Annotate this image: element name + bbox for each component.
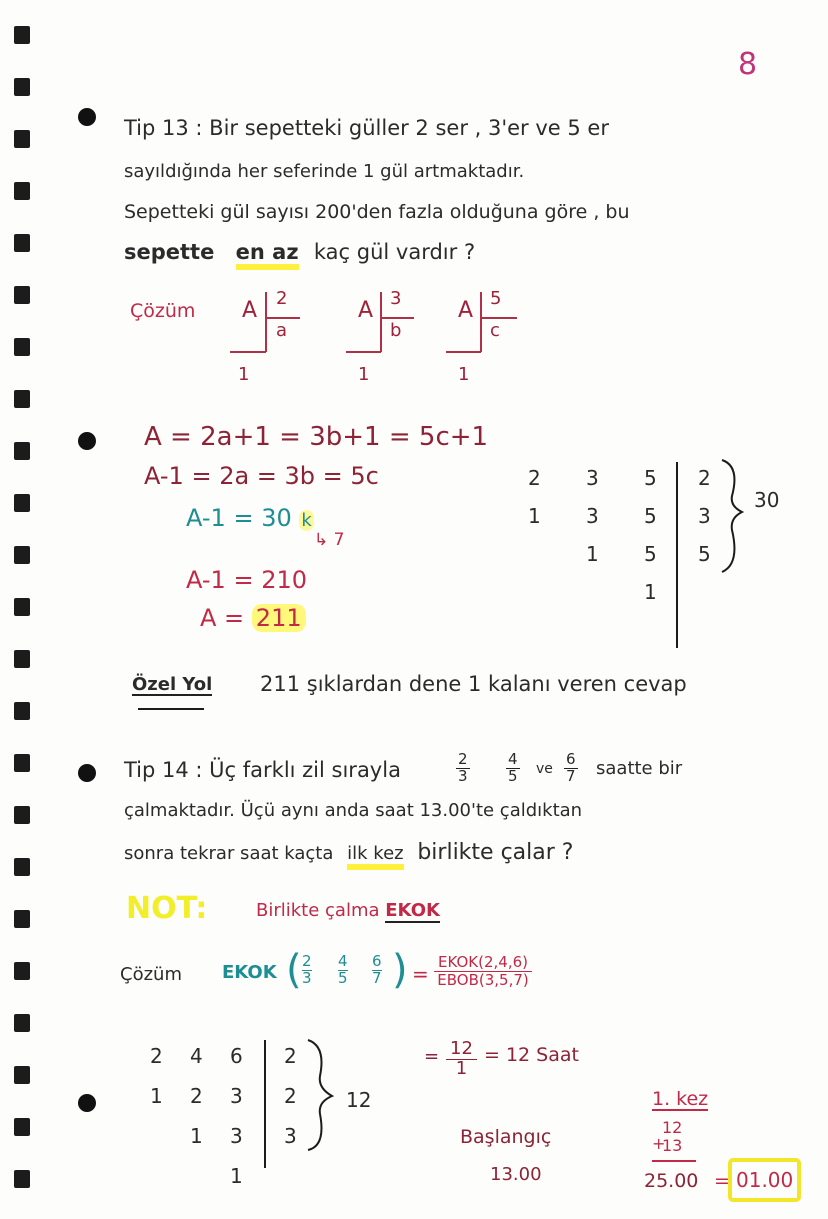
ekok-numerator: EKOK(2,4,6) <box>434 954 532 972</box>
tip14-line3-c: birlikte çalar ? <box>417 840 574 865</box>
paren-close: ) <box>392 947 408 993</box>
lcm-factor: 3 <box>698 504 711 528</box>
sum-line <box>652 1160 696 1162</box>
final-answer: 01.00 <box>728 1158 801 1202</box>
lcm-cell: 3 <box>586 466 599 490</box>
lcm-factor: 2 <box>284 1084 297 1108</box>
tip13-line4-c: kaç gül vardır ? <box>313 240 476 264</box>
lcm-cell: 2 <box>150 1044 163 1068</box>
not-label: NOT: <box>126 891 208 926</box>
equals-sign: = <box>412 962 429 986</box>
lcm-factor: 5 <box>698 542 711 566</box>
sum-value: 25.00 <box>644 1170 699 1192</box>
tip13-line2: sayıldığında her seferinde 1 gül artmaktadır. <box>124 161 525 182</box>
lcm-result-13: 30 <box>754 488 780 512</box>
div2-dividend: A <box>358 298 374 323</box>
baslangic-label: Başlangıç <box>460 1126 552 1148</box>
lcm-divider-2 <box>264 1040 266 1168</box>
eq3-main: A-1 = 30 <box>186 504 292 532</box>
lcm-cell: 1 <box>230 1164 243 1188</box>
lcm-cell: 3 <box>586 504 599 528</box>
tip14-line3-a: sonra tekrar saat kaçta <box>124 843 334 864</box>
lcm-cell: 6 <box>230 1044 243 1068</box>
lcm-factor: 2 <box>284 1044 297 1068</box>
lcm-factor: 3 <box>284 1124 297 1148</box>
page-number: 8 <box>738 47 758 82</box>
plus-sign: + <box>652 1134 666 1153</box>
tip14-line1-a: Tip 14 : Üç farklı zil sırayla <box>124 758 401 782</box>
ilk-kez-highlight: ilk kez <box>347 843 403 870</box>
div3-remainder: 1 <box>458 364 470 385</box>
add-bottom: 13 <box>662 1136 683 1155</box>
div3-quotient: c <box>490 320 500 341</box>
eq4: A-1 = 210 <box>186 566 307 594</box>
not-text-a: Birlikte çalma <box>256 900 380 921</box>
lcm-cell: 5 <box>644 504 657 528</box>
res-eq: = <box>424 1046 440 1067</box>
not-text-ekok: EKOK <box>385 900 440 921</box>
lcm-divider <box>676 462 678 648</box>
not-text <box>256 902 440 920</box>
div2-quotient: b <box>390 320 402 341</box>
frac-6-7: 6 7 <box>566 750 576 785</box>
underline <box>138 708 204 710</box>
eq5-a: A = <box>200 604 245 632</box>
lcm-cell: 5 <box>644 542 657 566</box>
frac-4-5: 4 5 <box>508 750 518 785</box>
div2-remainder: 1 <box>358 364 370 385</box>
tip14-line1 <box>124 760 401 781</box>
ekok-frac3: 6 7 <box>372 952 382 987</box>
ozel-yol-label: Özel Yol <box>132 674 213 695</box>
ekok-frac1: 2 3 <box>302 952 312 987</box>
res-text: = 12 Saat <box>484 1044 579 1066</box>
ebob-denominator: EBOB(3,5,7) <box>437 971 529 990</box>
lcm-factor: 2 <box>698 466 711 490</box>
lcm-cell: 1 <box>644 580 657 604</box>
lcm-cell: 2 <box>190 1084 203 1108</box>
res-frac: 12 1 <box>446 1040 477 1079</box>
div1-divisor: 2 <box>276 288 288 309</box>
eq1: A = 2a+1 = 3b+1 = 5c+1 <box>144 422 489 452</box>
ve-word: ve <box>536 761 553 777</box>
lcm-cell: 3 <box>230 1124 243 1148</box>
brace <box>718 456 748 576</box>
lcm-cell: 1 <box>586 542 599 566</box>
eq-sign-final: = <box>714 1170 730 1192</box>
lcm-cell: 5 <box>644 466 657 490</box>
eq3-k: k <box>301 510 312 531</box>
brace-2 <box>304 1036 338 1154</box>
lcm-cell: 1 <box>190 1124 203 1148</box>
tip13-line3: Sepetteki gül sayısı 200'den fazla olduğuna göre , bu <box>124 201 630 223</box>
div1-remainder: 1 <box>238 364 250 385</box>
eq2: A-1 = 2a = 3b = 5c <box>144 462 379 490</box>
div3-divisor: 5 <box>490 288 502 309</box>
lcm-cell: 3 <box>230 1084 243 1108</box>
baslangic-value: 13.00 <box>490 1164 542 1185</box>
ekok-label: EKOK <box>222 962 277 983</box>
ekok-ebob-frac <box>434 954 532 990</box>
lcm-result-14: 12 <box>346 1088 372 1112</box>
tip14-line3 <box>124 842 573 864</box>
eq3 <box>186 506 314 530</box>
tip14-line1-b: saatte bir <box>596 758 683 779</box>
add-top: 12 <box>662 1118 683 1137</box>
tip14-line2: çalmaktadır. Üçü aynı anda saat 13.00'te çaldıktan <box>124 800 583 821</box>
lcm-cell: 1 <box>150 1084 163 1108</box>
ozel-yol-text: 211 şıklardan dene 1 kalanı veren cevap <box>260 672 687 696</box>
lcm-cell: 4 <box>190 1044 203 1068</box>
tip13-line1: Tip 13 : Bir sepetteki güller 2 ser , 3'er ve 5 er <box>124 116 609 140</box>
frac-2-3: 2 3 <box>458 750 468 785</box>
eq5 <box>200 606 306 630</box>
cozum-label: Çözüm <box>130 300 196 322</box>
ilk-kez-label: 1. kez <box>652 1088 709 1110</box>
tip13-line4-a: sepette <box>124 240 215 264</box>
paren-open: ( <box>286 947 302 993</box>
cozum-label-2: Çözüm <box>120 964 182 985</box>
eq5-answer: 211 <box>252 604 306 632</box>
en-az-highlight: en az <box>236 240 299 270</box>
div2-divisor: 3 <box>390 288 402 309</box>
eq3-note: ↳ 7 <box>314 530 345 550</box>
div1-dividend: A <box>242 298 258 323</box>
div1-quotient: a <box>276 320 288 341</box>
lcm-cell: 2 <box>528 466 541 490</box>
ekok-frac2: 4 5 <box>338 952 348 987</box>
lcm-cell: 1 <box>528 504 541 528</box>
div3-dividend: A <box>458 298 474 323</box>
